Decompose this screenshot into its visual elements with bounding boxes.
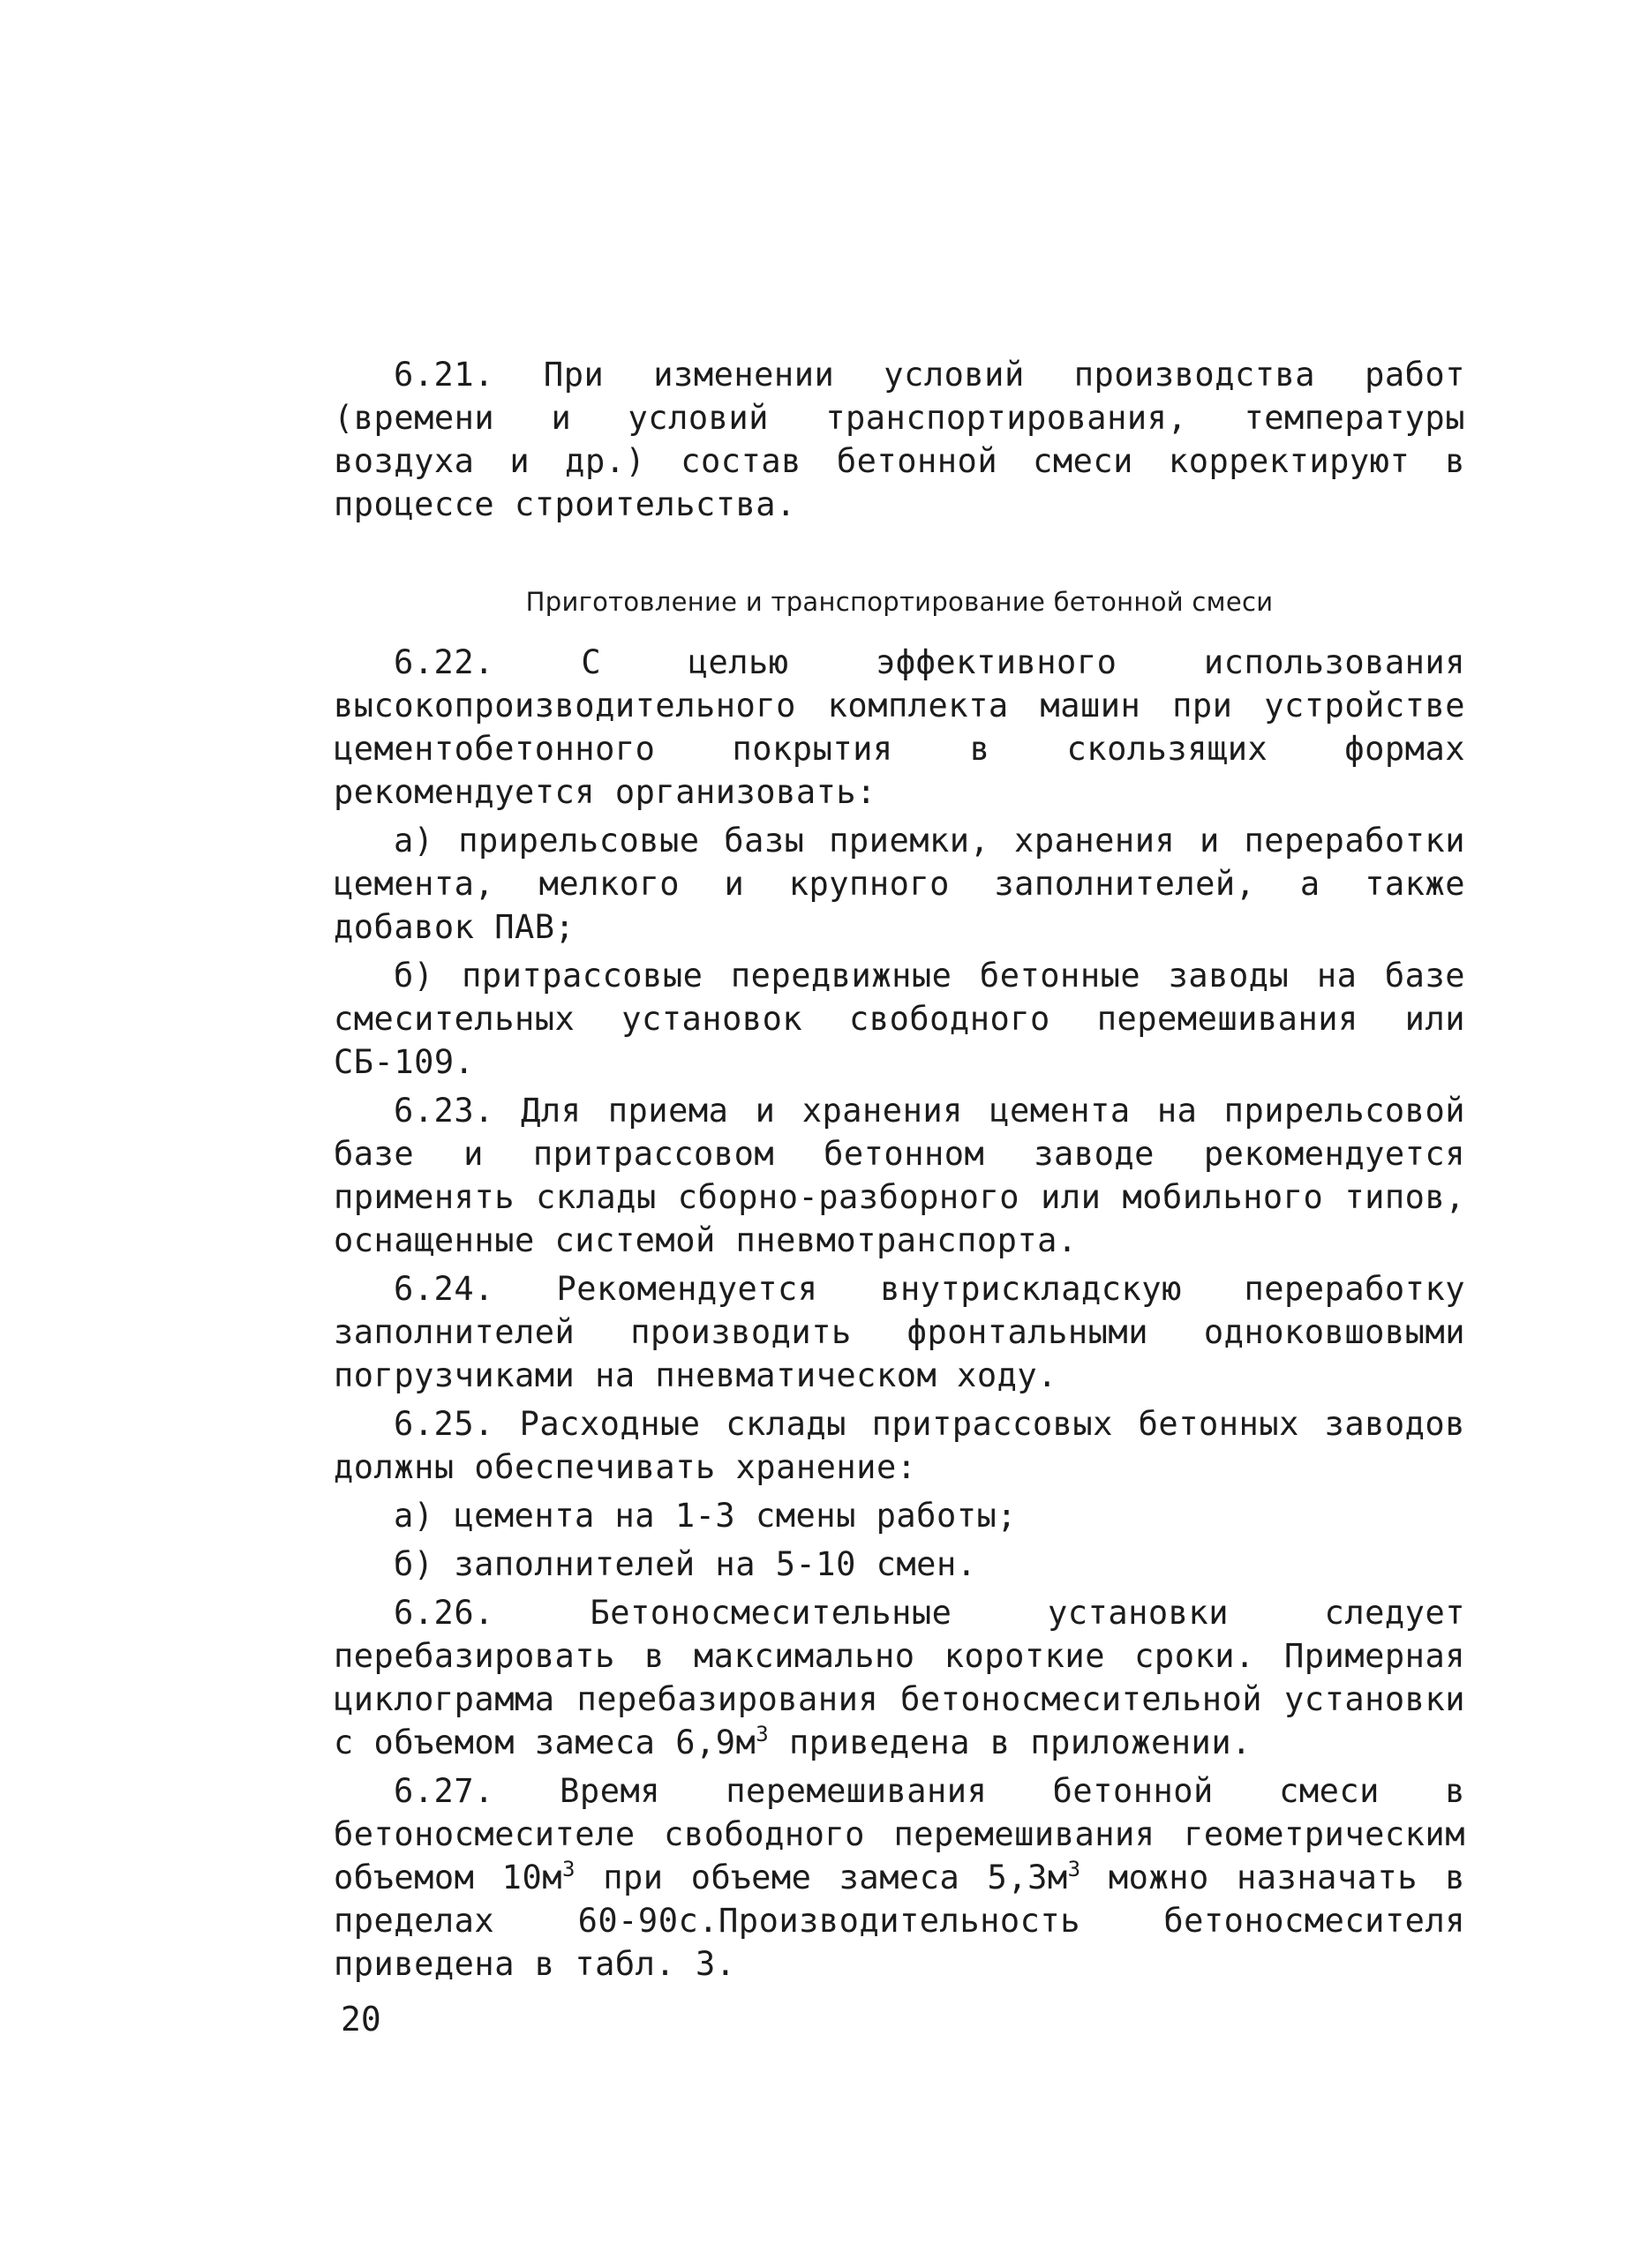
paragraph-6-23: 6.23. Для приема и хранения цемента на прирельсовой базе и притрассовом бетонном заводе рекомендуется применять склады сборно-разборного или мобильного типов, оснащенные системой пневмотранспорта. (334, 1092, 1465, 1259)
paragraph-6-22: 6.22. С целью эффективного использования высокопроизводительного комплекта машин при устройстве цементобетонного покрытия в скользящих формах рекомендуется организовать: (334, 643, 1465, 811)
paragraph-6-27 (334, 1769, 1465, 1986)
superscript-cubic: 3 (562, 1857, 576, 1881)
paragraph-6-27-text-3: можно назначать в пределах 60-90с.Производительность бетоносмесителя приведена в табл. 3. (334, 1859, 1465, 1983)
page-number: 20 (341, 2000, 381, 2039)
paragraph-6-26-text-after: приведена в приложении. (769, 1724, 1252, 1761)
paragraph-6-26-text-before: 6.26. Бетоносмесительные установки следует перебазировать в максимально короткие сроки. Примерная циклограмма перебазирования бетоносмесительной установки с объемом замеса 6,9м (334, 1594, 1465, 1761)
paragraph-6-24: 6.24. Рекомендуется внутрискладскую переработку заполнителей производить фронтальными одноковшовыми погрузчиками на пневматическом ходу. (334, 1270, 1465, 1394)
main-text-block (334, 641, 1465, 1986)
section-heading: Приготовление и транспортирование бетонной смеси (525, 587, 1274, 617)
list-item-6-22-a: а) прирельсовые базы приемки, хранения и переработки цемента, мелкого и крупного заполнителей, а также добавок ПАВ; (334, 822, 1465, 946)
paragraph-6-26 (334, 1591, 1465, 1764)
paragraph-6-21: 6.21. При изменении условий производства работ (времени и условий транспортирования, температуры воздуха и др.) состав бетонной смеси корректируют в процессе строительства. (334, 356, 1465, 523)
paragraph-6-27-text-1: 6.27. Время перемешивания бетонной смеси в бетоносмесителе свободного перемешивания геометрическим объемом 10м (334, 1772, 1465, 1896)
superscript-cubic: 3 (1067, 1857, 1081, 1881)
list-item-6-22-b: б) притрассовые передвижные бетонные заводы на базе смесительных установок свободного перемешивания или СБ-109. (334, 957, 1465, 1081)
section-6-21-block (334, 353, 1465, 526)
paragraph-6-25: 6.25. Расходные склады притрассовых бетонных заводов должны обеспечивать хранение: (334, 1405, 1465, 1486)
list-item-6-25-a: а) цемента на 1-3 смены работы; (394, 1497, 1018, 1535)
paragraph-6-27-text-2: при объеме замеса 5,3м (575, 1859, 1068, 1896)
superscript-cubic: 3 (756, 1722, 770, 1746)
list-item-6-25-b: б) заполнителей на 5-10 смен. (394, 1545, 977, 1583)
